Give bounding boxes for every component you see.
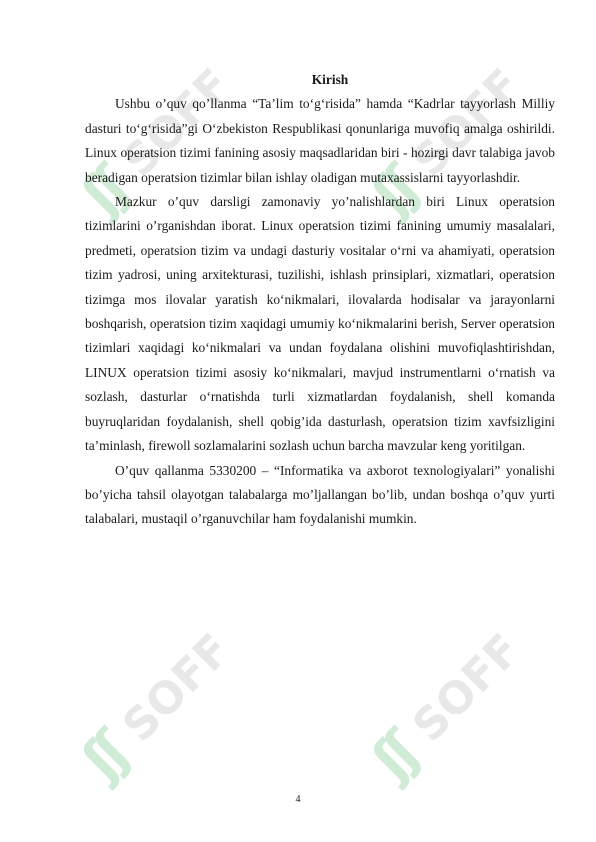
watermark-text: SOFF xyxy=(403,624,531,752)
document-body xyxy=(85,68,555,532)
paragraph-2: Mazkur o’quv darsligi zamonaviy yo’nalishlardan biri Linux operatsion tizimlarini o’rganishdan iborat. Linux operatsion tizimi fanining umumiy masalalari, predmeti, operatsion tizim va undagi dasturiy vositalar o‘rni va ahamiyati, operatsion tizim yadrosi, uning arxitekturasi, tuzilishi, ishlash prinsiplari, xizmatlari, operatsion tizimga mos ilovalar yaratish ko‘nikmalari, ilovalarda hodisalar va jarayonlarni boshqarish, operatsion tizim xaqidagi umumiy ko‘nikmalarini berish, Server operatsion tizimlari xaqidagi ko‘nikmalari va undan foydalana olishini muvofiqlashtirishdan, LINUX operatsion tizimi asosiy ko‘nikmalari, mavjud instrumentlarni o‘rnatish va sozlash, dasturlar o‘rnatishda turli xizmatlardan foydalanish, shell komanda buyruqlaridan foydalanish, shell qobig’ida dasturlash, operatsion tizim xavfsizligini ta’minlash, firewoll sozlamalarini sozlash uchun barcha mavzular keng yoritilgan. xyxy=(85,194,555,454)
watermark-bottom-right xyxy=(348,624,532,812)
watermark-text: SOFF xyxy=(403,59,531,187)
watermark-text: SOFF xyxy=(113,59,241,187)
paragraph-1: Ushbu o’quv qo’llanma “Ta’lim to‘g‘risida” hamda “Kadrlar tayyorlash Milliy dasturi to‘g‘risida”gi O‘zbekiston Respublikasi qonunlariga muvofiq amalga oshirildi. Linux operatsion tizimi fanining asosiy maqsadlaridan biri - hozirgi davr talabiga javob beradigan operatsion tizimlar bilan ishlay oladigan mutaxassislarni tayyorlashdir. xyxy=(85,96,555,185)
watermark-bottom-left xyxy=(58,624,242,812)
watermark-text: SOFF xyxy=(113,624,241,752)
soff-logo-icon: ʃʃ xyxy=(70,722,138,791)
soff-logo-icon: ʃʃ xyxy=(360,157,428,226)
paragraph-3: O’quv qallanma 5330200 – “Informatika va axborot texnologiyalari” yonalishi bo’yicha tahsil olayotgan talabalarga mo’ljallangan bo’lib, undan boshqa o’quv yurti talabalari, mustaqil o’rganuvchilar ham foydalanishi mumkin. xyxy=(85,462,555,527)
soff-logo-icon: ʃʃ xyxy=(70,157,138,226)
soff-logo-icon: ʃʃ xyxy=(360,722,428,791)
page-title: Kirish xyxy=(311,72,349,87)
page-number: 4 xyxy=(295,794,301,805)
